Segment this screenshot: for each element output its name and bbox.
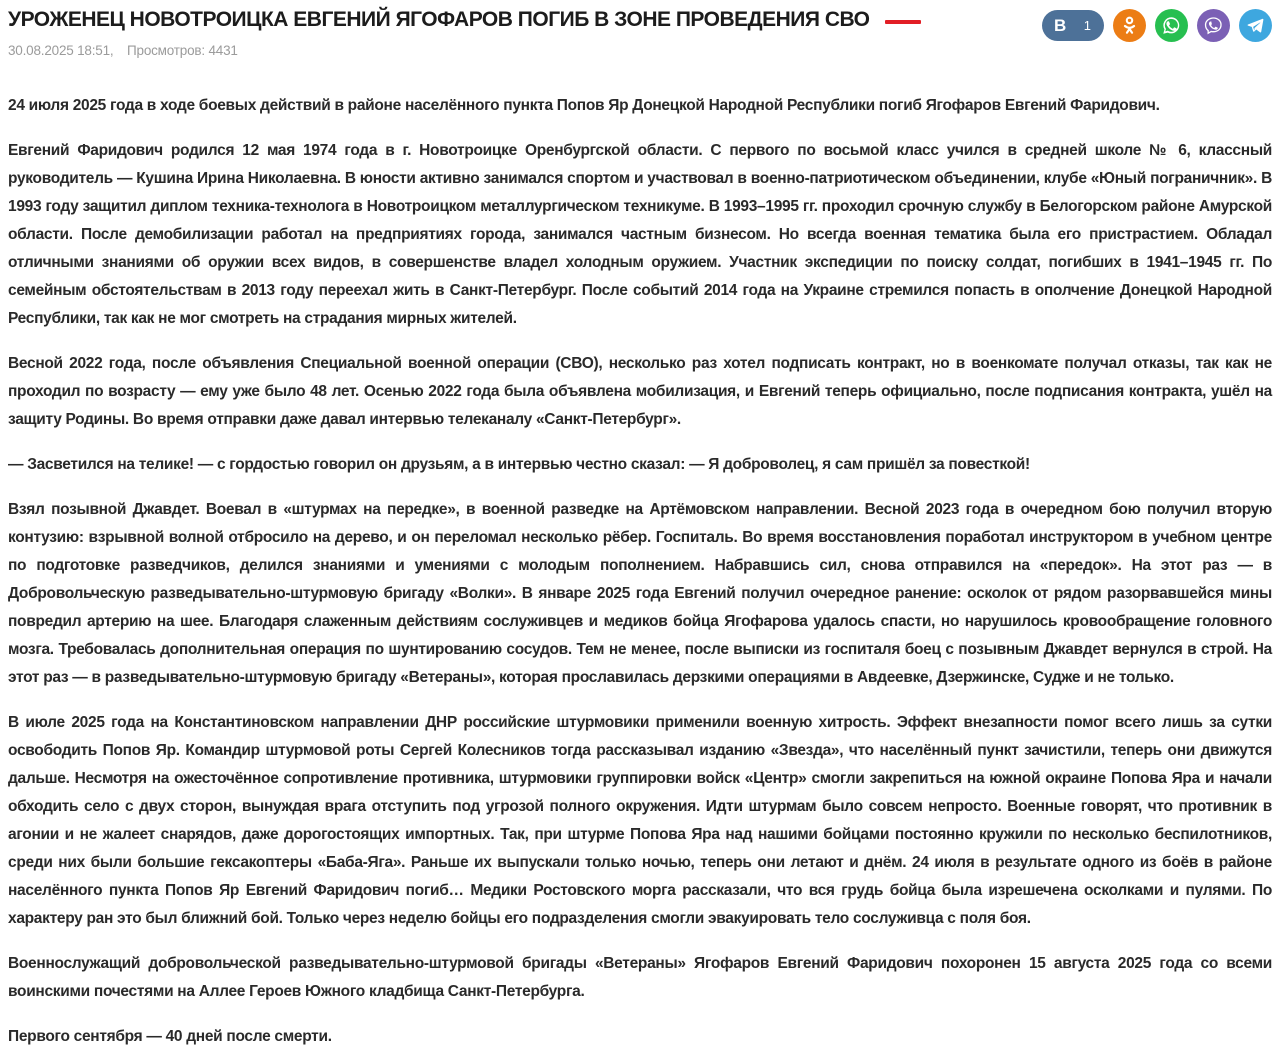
article-meta xyxy=(8,43,921,58)
article-paragraph: Евгений Фаридович родился 12 мая 1974 года в г. Новотроицке Оренбургской области. С первого по восьмой класс учился в средней школе № 6, классный руководитель — Кушина Ирина Николаевна. В юности активно занимался спортом и участвовал в военно-патриотическом объединении, клубе «Юный пограничник». В 1993 году защитил диплом техника-технолога в Новотроицком металлургическом техникуме. В 1993–1995 гг. проходил срочную службу в Белогорском районе Амурской области. После демобилизации работал на предприятиях города, занимался частным бизнесом. Но всегда военная тематика была его пристрастием. Обладал отличными знаниями об оружии всех видов, в совершенстве владел холодным оружием. Участник экспедиции по поиску солдат, погибших в 1941–1945 гг. По семейным обстоятельствам в 2013 году переехал жить в Санкт-Петербург. После событий 2014 года на Украине стремился попасть в ополчение Донецкой Народной Республики, так как не мог смотреть на страдания мирных жителей. xyxy=(8,142,1272,327)
article-header xyxy=(8,8,1272,58)
views-count: Просмотров: 4431 xyxy=(127,43,238,58)
article-paragraph: 24 июля 2025 года в ходе боевых действий в районе населённого пункта Попов Яр Донецкой Народной Республики погиб Ягофаров Евгений Фаридович. xyxy=(8,97,1160,114)
article-paragraph: Взял позывной Джавдет. Воевал в «штурмах на передке», в военной разведке на Артёмовском направлении. Весной 2023 года в очередном бою получил вторую контузию: взрывной волной отбросило на дерево, и он переломал несколько рёбер. Госпиталь. Во время восстановления поработал инструктором в учебном центре по подготовке разведчиков, делился знаниями и умениями с молодым пополнением. Набравшись сил, снова отправился на «передок». На этот раз — в Добровольческую разведывательно-штурмовую бригаду «Волки». В январе 2025 года Евгений получил очередное ранение: осколок от рядом разорвавшейся мины повредил артерию на шее. Благодаря слаженным действиям сослуживцев и медиков бойца Ягофарова удалось спасти, но нарушилось кровообращение головного мозга. Требовалась дополнительная операция по шунтированию сосудов. Тем не менее, после выписки из госпиталя боец с позывным Джавдет вернулся в строй. На этот раз — в разведывательно-штурмовую бригаду «Ветераны», которая прославилась дерзкими операциями в Авдеевке, Дзержинске, Судже и не только. xyxy=(8,501,1272,686)
title-red-dash xyxy=(885,20,921,24)
article-paragraph: — Засветился на телике! — с гордостью говорил он друзьям, а в интервью честно сказал: — Я доброволец, я сам пришёл за повесткой! xyxy=(8,456,1030,473)
article-paragraph: В июле 2025 года на Константиновском направлении ДНР российские штурмовики применили военную хитрость. Эффект внезапности помог всего лишь за сутки освободить Попов Яр. Командир штурмовой роты Сергей Колесников тогда рассказывал изданию «Звезда», что населённый пункт зачистили, теперь они движутся дальше. Несмотря на ожесточённое сопротивление противника, штурмовики группировки войск «Центр» смогли закрепиться на южной окраине Попова Яра и начали обходить село с двух сторон, вынуждая врага отступить под угрозой полного окружения. Идти штурмам было совсем непросто. Военные говорят, что противник в агонии и не жалеет снарядов, даже дорогостоящих импортных. Так, при штурме Попова Яра над нашими бойцами постоянно кружили по несколько беспилотников, среди них были большие гексакоптеры «Баба-Яга». Раньше их выпускали только ночью, теперь они летают и днём. 24 июля в результате одного из боёв в районе населённого пункта Попов Яр Евгений Фаридович погиб… Медики Ростовского морга рассказали, что вся грудь бойца была изрешечена осколками и пулями. По характеру ран это был ближний бой. Только через неделю бойцы его подразделения смогли эвакуировать тело сослуживца с поля боя. xyxy=(8,714,1272,927)
article-paragraph: Первого сентября — 40 дней после смерти. xyxy=(8,1028,332,1045)
whatsapp-icon xyxy=(1161,15,1182,36)
share-bar xyxy=(1042,8,1272,42)
odnoklassniki-icon xyxy=(1119,15,1140,36)
odnoklassniki-share-button[interactable] xyxy=(1113,9,1146,42)
article-paragraph: Весной 2022 года, после объявления Специальной военной операции (СВО), несколько раз хотел подписать контракт, но в военкомате получал отказы, так как не проходил по возрасту — ему уже было 48 лет. Осенью 2022 года была объявлена мобилизация, и Евгений теперь официально, после подписания контракта, ушёл на защиту Родины. Во время отправки даже давал интервью телеканалу «Санкт-Петербург». xyxy=(8,355,1272,428)
vk-share-button[interactable] xyxy=(1042,10,1104,41)
viber-icon xyxy=(1203,15,1224,36)
telegram-icon xyxy=(1245,15,1266,36)
article-paragraph: Военнослужащий добровольческой разведывательно-штурмовой бригады «Ветераны» Ягофаров Евгений Фаридович похоронен 15 августа 2025 года со всеми воинскими почестями на Аллее Героев Южного кладбища Санкт-Петербурга. xyxy=(8,955,1272,1000)
article-body xyxy=(8,92,1272,1051)
vk-icon: В xyxy=(1054,16,1067,35)
publish-date: 30.08.2025 18:51, xyxy=(8,43,114,58)
vk-share-count: 1 xyxy=(1083,18,1091,33)
title-block xyxy=(8,8,921,58)
telegram-share-button[interactable] xyxy=(1239,9,1272,42)
whatsapp-share-button[interactable] xyxy=(1155,9,1188,42)
viber-share-button[interactable] xyxy=(1197,9,1230,42)
page-title: УРОЖЕНЕЦ НОВОТРОИЦКА ЕВГЕНИЙ ЯГОФАРОВ ПОГИБ В ЗОНЕ ПРОВЕДЕНИЯ СВО xyxy=(8,8,870,31)
